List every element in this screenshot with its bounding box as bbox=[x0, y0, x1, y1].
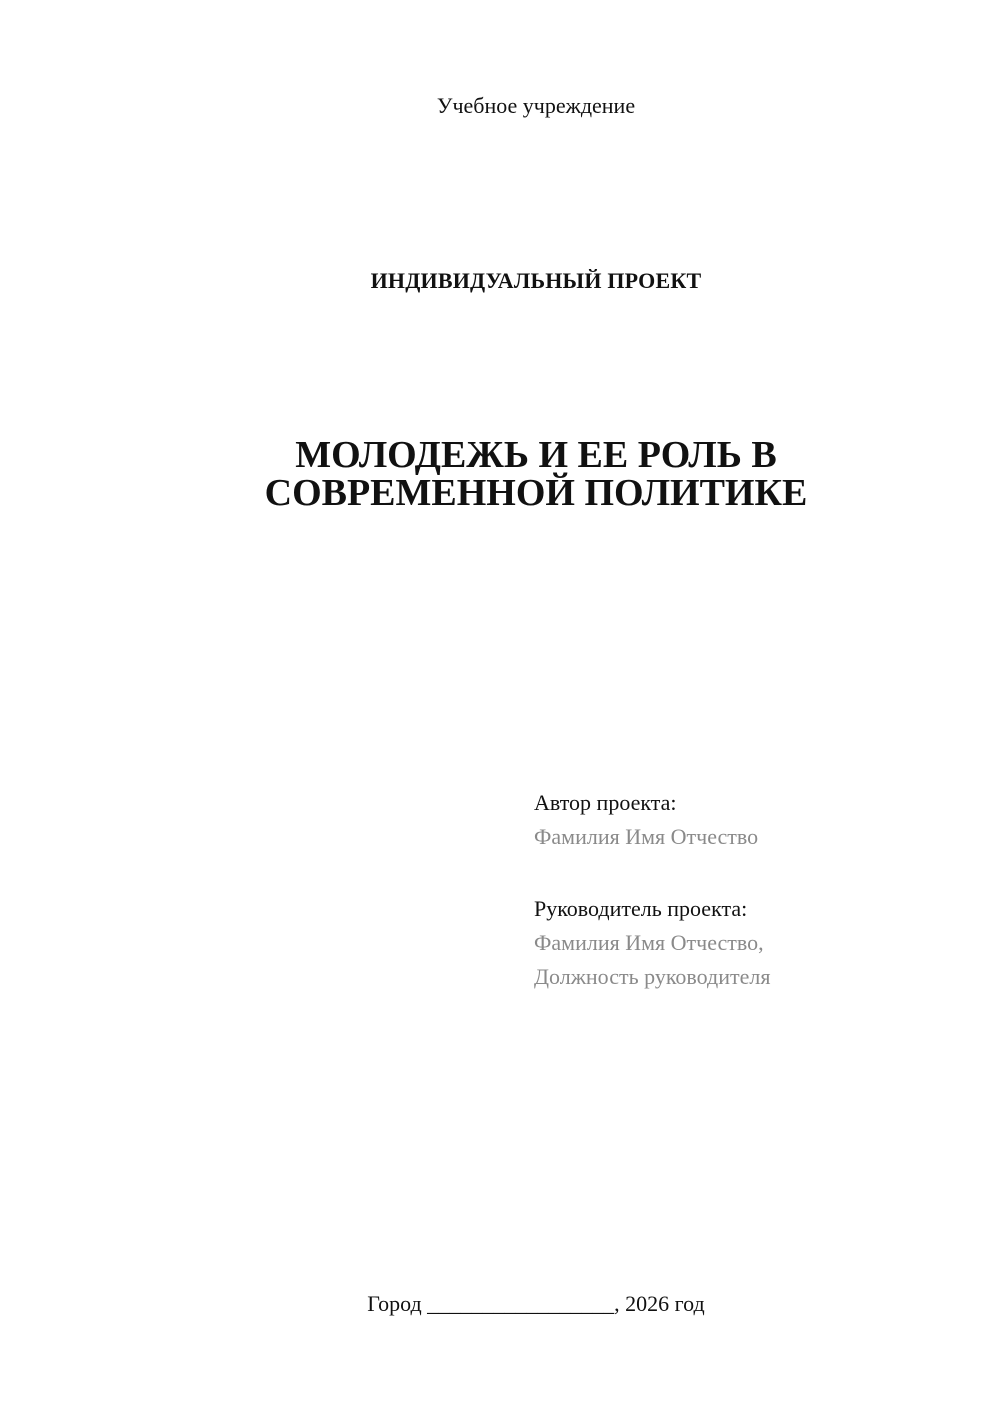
supervisor-name: Фамилия Имя Отчество, bbox=[534, 930, 764, 955]
project-title-line-2: СОВРЕМЕННОЙ ПОЛИТИКЕ bbox=[264, 472, 808, 514]
document-type: ИНДИВИДУАЛЬНЫЙ ПРОЕКТ bbox=[370, 268, 702, 293]
author-name: Фамилия Имя Отчество bbox=[534, 824, 759, 849]
supervisor-label: Руководитель проекта: bbox=[534, 896, 748, 921]
city-year-line: Город _________________, 2026 год bbox=[367, 1291, 705, 1316]
project-title bbox=[0, 436, 1000, 512]
author-label: Автор проекта: bbox=[534, 790, 677, 815]
institution-name: Учебное учреждение bbox=[436, 93, 636, 118]
author-block bbox=[534, 786, 954, 854]
project-title-line-1: МОЛОДЕЖЬ И ЕЕ РОЛЬ В bbox=[295, 434, 777, 476]
supervisor-block bbox=[534, 892, 954, 994]
supervisor-position: Должность руководителя bbox=[534, 964, 771, 989]
